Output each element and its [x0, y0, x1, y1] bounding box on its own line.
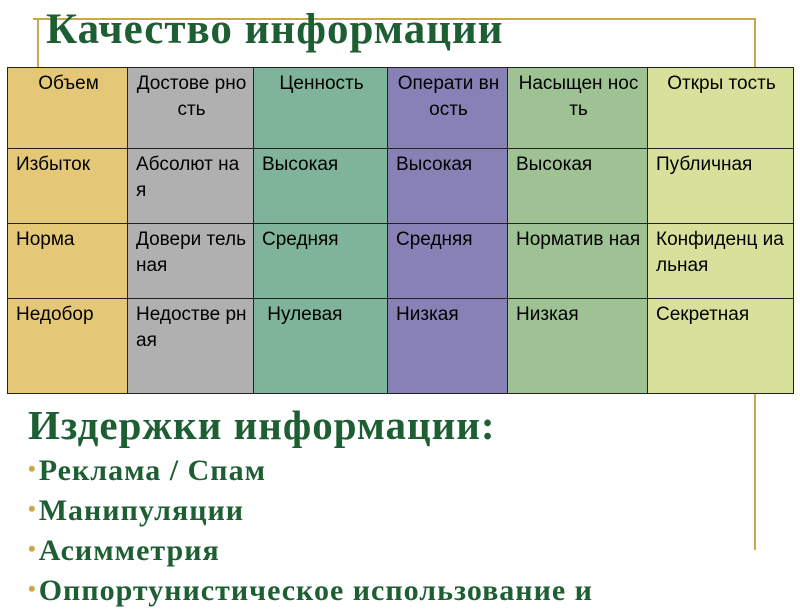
list-item: [28, 530, 593, 570]
bullet-icon: •: [28, 456, 37, 481]
header-cell-saturation: Насыщен ность: [508, 68, 648, 149]
header-cell-reliability: Достове рность: [128, 68, 254, 149]
table-cell: Избыток: [8, 149, 128, 224]
header-cell-value: Ценность: [254, 68, 388, 149]
table-cell: Конфиденц иальная: [648, 224, 794, 299]
header-cell-timeliness: Операти вность: [388, 68, 508, 149]
table-cell: Секретная: [648, 299, 794, 394]
list-item-text: Реклама / Спам: [38, 454, 267, 487]
list-item: [28, 570, 593, 610]
costs-heading: Издержки информации:: [28, 402, 496, 448]
list-item: [28, 490, 593, 530]
table-cell: Недобор: [8, 299, 128, 394]
table-cell: Высокая: [508, 149, 648, 224]
header-cell-openness: Откры тость: [648, 68, 794, 149]
table-cell: Публичная: [648, 149, 794, 224]
list-item-text: Оппортунистическое использование и: [38, 574, 593, 607]
table-row: [8, 299, 794, 394]
table-cell: Абсолют ная: [128, 149, 254, 224]
table-cell: Высокая: [388, 149, 508, 224]
table-header-row: [8, 68, 794, 149]
bullet-icon: •: [28, 576, 37, 601]
list-item-text: Асимметрия: [38, 534, 220, 567]
quality-table: [7, 67, 794, 394]
table-cell: Нулевая: [254, 299, 388, 394]
bullet-icon: •: [28, 496, 37, 521]
list-item-text: Манипуляции: [38, 494, 245, 527]
table-cell: Низкая: [388, 299, 508, 394]
page-title: Качество информации: [46, 6, 504, 53]
list-item: [28, 450, 593, 490]
table-row: [8, 224, 794, 299]
table-cell: Высокая: [254, 149, 388, 224]
table-row: [8, 149, 794, 224]
table-cell: Норма: [8, 224, 128, 299]
table-cell: Норматив ная: [508, 224, 648, 299]
table-cell: Недостве рная: [128, 299, 254, 394]
table-cell: Средняя: [254, 224, 388, 299]
table-cell: Довери тельная: [128, 224, 254, 299]
costs-list: [28, 450, 593, 610]
table-cell: Низкая: [508, 299, 648, 394]
bullet-icon: •: [28, 536, 37, 561]
table-cell: Средняя: [388, 224, 508, 299]
header-cell-volume: Объем: [8, 68, 128, 149]
